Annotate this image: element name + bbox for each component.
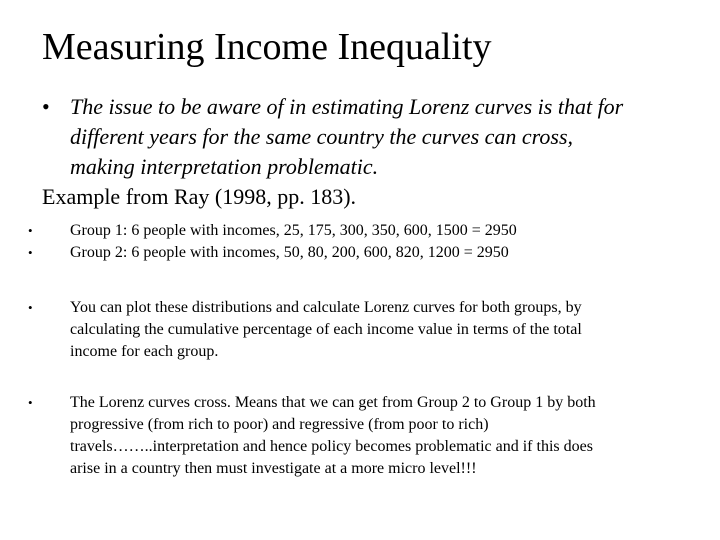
slide-title: Measuring Income Inequality: [42, 26, 492, 68]
cross-bullet: [28, 392, 688, 480]
bullet-symbol: •: [28, 300, 33, 315]
bullet-symbol: •: [28, 223, 33, 238]
group-1-text: Group 1: 6 people with incomes, 25, 175, 300, 350, 600, 1500 = 2950: [70, 222, 517, 239]
intro-bullet: [42, 92, 692, 182]
example-reference: Example from Ray (1998, pp. 183).: [42, 184, 357, 209]
group-2-text: Group 2: 6 people with incomes, 50, 80, 200, 600, 820, 1200 = 2950: [70, 244, 509, 261]
cross-bullet-item: [28, 392, 688, 480]
group-2-item: [28, 242, 688, 264]
cross-line-4: arise in a country then must investigate at a more micro level!!!: [70, 460, 477, 477]
cross-line-1: The Lorenz curves cross. Means that we can get from Group 2 to Group 1 by both: [70, 394, 596, 411]
intro-line-2: different years for the same country the curves can cross,: [70, 124, 574, 149]
plot-line-1: You can plot these distributions and calculate Lorenz curves for both groups, by: [70, 299, 582, 316]
plot-bullet: [28, 297, 688, 363]
group-list: [28, 220, 688, 264]
cross-line-2: progressive (from rich to poor) and regressive (from poor to rich): [70, 416, 489, 433]
group-1-item: [28, 220, 688, 242]
plot-line-3: income for each group.: [70, 343, 219, 360]
plot-bullet-item: [28, 297, 688, 363]
cross-line-3: travels……..interpretation and hence policy becomes problematic and if this does: [70, 438, 593, 455]
plot-line-2: calculating the cumulative percentage of each income value in terms of the total: [70, 321, 582, 338]
bullet-symbol: •: [28, 395, 33, 410]
intro-line-3: making interpretation problematic.: [70, 154, 379, 179]
intro-line-1: The issue to be aware of in estimating Lorenz curves is that for: [70, 94, 624, 119]
intro-section: [42, 92, 692, 212]
bullet-symbol: •: [42, 94, 50, 119]
bullet-symbol: •: [28, 245, 33, 260]
